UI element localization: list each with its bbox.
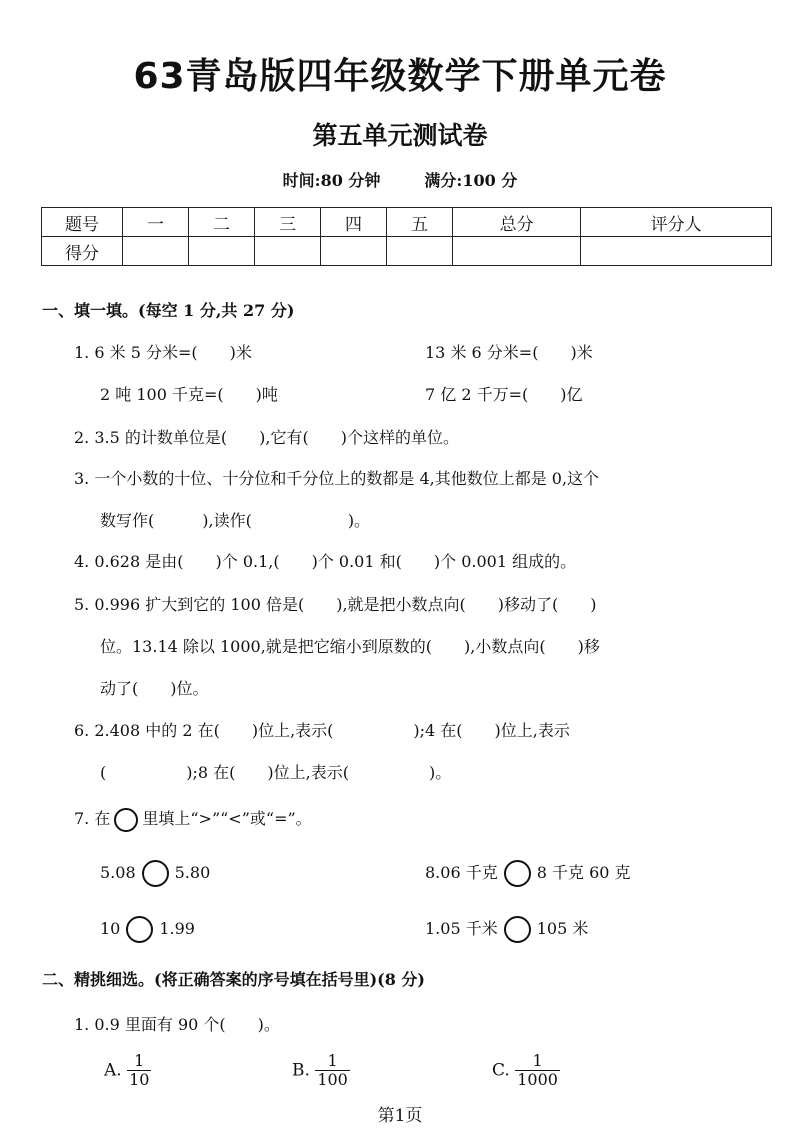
time-limit: 时间:80 分钟 <box>282 171 381 190</box>
option-b[interactable] <box>292 1052 350 1090</box>
fraction <box>515 1052 560 1090</box>
score-header-cell: 五 <box>387 208 453 237</box>
question-4: 4. 0.628 是由( )个 0.1,( )个 0.01 和( )个 0.001 组成的。 <box>74 552 577 571</box>
question-5-line3: 动了( )位。 <box>100 679 209 698</box>
score-header-cell: 三 <box>255 208 321 237</box>
denominator: 10 <box>129 1070 150 1090</box>
option-a[interactable] <box>104 1052 151 1090</box>
score-cell[interactable] <box>123 237 189 266</box>
score-table <box>41 207 772 266</box>
compare-left: 5.08 <box>100 863 136 882</box>
question-6-line2: ( );8 在( )位上,表示( )。 <box>100 763 452 782</box>
score-cell[interactable] <box>387 237 453 266</box>
score-header-cell: 一 <box>123 208 189 237</box>
question-7 <box>74 806 312 832</box>
question-1c: 2 吨 100 千克=( )吨 <box>100 385 278 404</box>
question-5-line2: 位。13.14 除以 1000,就是把它缩小到原数的( ),小数点向( )移 <box>100 637 600 656</box>
compare-item-3 <box>100 916 195 943</box>
option-c[interactable] <box>492 1052 560 1090</box>
score-header-cell: 二 <box>189 208 255 237</box>
score-header-cell: 评分人 <box>581 208 772 237</box>
question-3-line1: 3. 一个小数的十位、十分位和千分位上的数都是 4,其他数位上都是 0,这个 <box>74 469 600 488</box>
numerator: 1 <box>532 1051 543 1070</box>
question-5-line1: 5. 0.996 扩大到它的 100 倍是( ),就是把小数点向( )移动了( ) <box>74 595 597 614</box>
exam-info <box>0 168 800 191</box>
score-cell[interactable] <box>453 237 581 266</box>
question-1b: 13 米 6 分米=( )米 <box>425 343 593 362</box>
section2-title: 二、精挑细选。(将正确答案的序号填在括号里)(8 分) <box>42 970 425 989</box>
score-cell[interactable] <box>255 237 321 266</box>
question-1d: 7 亿 2 千万=( )亿 <box>425 385 583 404</box>
answer-circle[interactable] <box>504 916 531 943</box>
question-7-suffix: 里填上“>”“<”或“=”。 <box>142 809 312 828</box>
fraction <box>127 1052 151 1090</box>
score-header-cell: 题号 <box>42 208 123 237</box>
question-7-prefix: 7. 在 <box>74 809 111 828</box>
exam-title: 63青岛版四年级数学下册单元卷 <box>133 56 667 97</box>
score-cell[interactable] <box>581 237 772 266</box>
denominator: 100 <box>317 1070 348 1090</box>
score-header-cell: 总分 <box>453 208 581 237</box>
compare-circle-icon <box>114 808 138 832</box>
compare-left: 10 <box>100 919 121 938</box>
denominator: 1000 <box>517 1070 558 1090</box>
fraction <box>315 1052 350 1090</box>
question-2: 2. 3.5 的计数单位是( ),它有( )个这样的单位。 <box>74 428 459 447</box>
option-label: A. <box>104 1060 122 1081</box>
numerator: 1 <box>327 1051 338 1070</box>
score-cell[interactable] <box>321 237 387 266</box>
answer-circle[interactable] <box>504 860 531 887</box>
score-header-cell: 四 <box>321 208 387 237</box>
question-6-line1: 6. 2.408 中的 2 在( )位上,表示( );4 在( )位上,表示 <box>74 721 570 740</box>
full-score: 满分:100 分 <box>424 171 518 190</box>
compare-item-1 <box>100 860 210 887</box>
compare-right: 1.99 <box>159 919 195 938</box>
score-table-header-row <box>42 208 772 237</box>
answer-circle[interactable] <box>142 860 169 887</box>
option-label: C. <box>492 1060 510 1081</box>
score-cell[interactable] <box>189 237 255 266</box>
exam-subtitle: 第五单元测试卷 <box>312 121 488 150</box>
compare-right: 105 米 <box>536 919 589 938</box>
compare-left: 8.06 千克 <box>425 863 498 882</box>
compare-item-4 <box>425 916 588 943</box>
answer-circle[interactable] <box>126 916 153 943</box>
compare-left: 1.05 千米 <box>425 919 498 938</box>
compare-item-2 <box>425 860 631 887</box>
page-number: 第1页 <box>377 1106 423 1126</box>
score-row-label: 得分 <box>42 237 123 266</box>
numerator: 1 <box>134 1051 145 1070</box>
score-table-score-row <box>42 237 772 266</box>
compare-right: 5.80 <box>174 863 211 882</box>
question-3-line2: 数写作( ),读作( )。 <box>100 511 371 530</box>
option-label: B. <box>292 1060 310 1081</box>
section1-title: 一、填一填。(每空 1 分,共 27 分) <box>42 301 295 320</box>
question-1a: 1. 6 米 5 分米=( )米 <box>74 343 252 362</box>
compare-right: 8 千克 60 克 <box>536 863 631 882</box>
section2-question-1: 1. 0.9 里面有 90 个( )。 <box>74 1015 280 1034</box>
